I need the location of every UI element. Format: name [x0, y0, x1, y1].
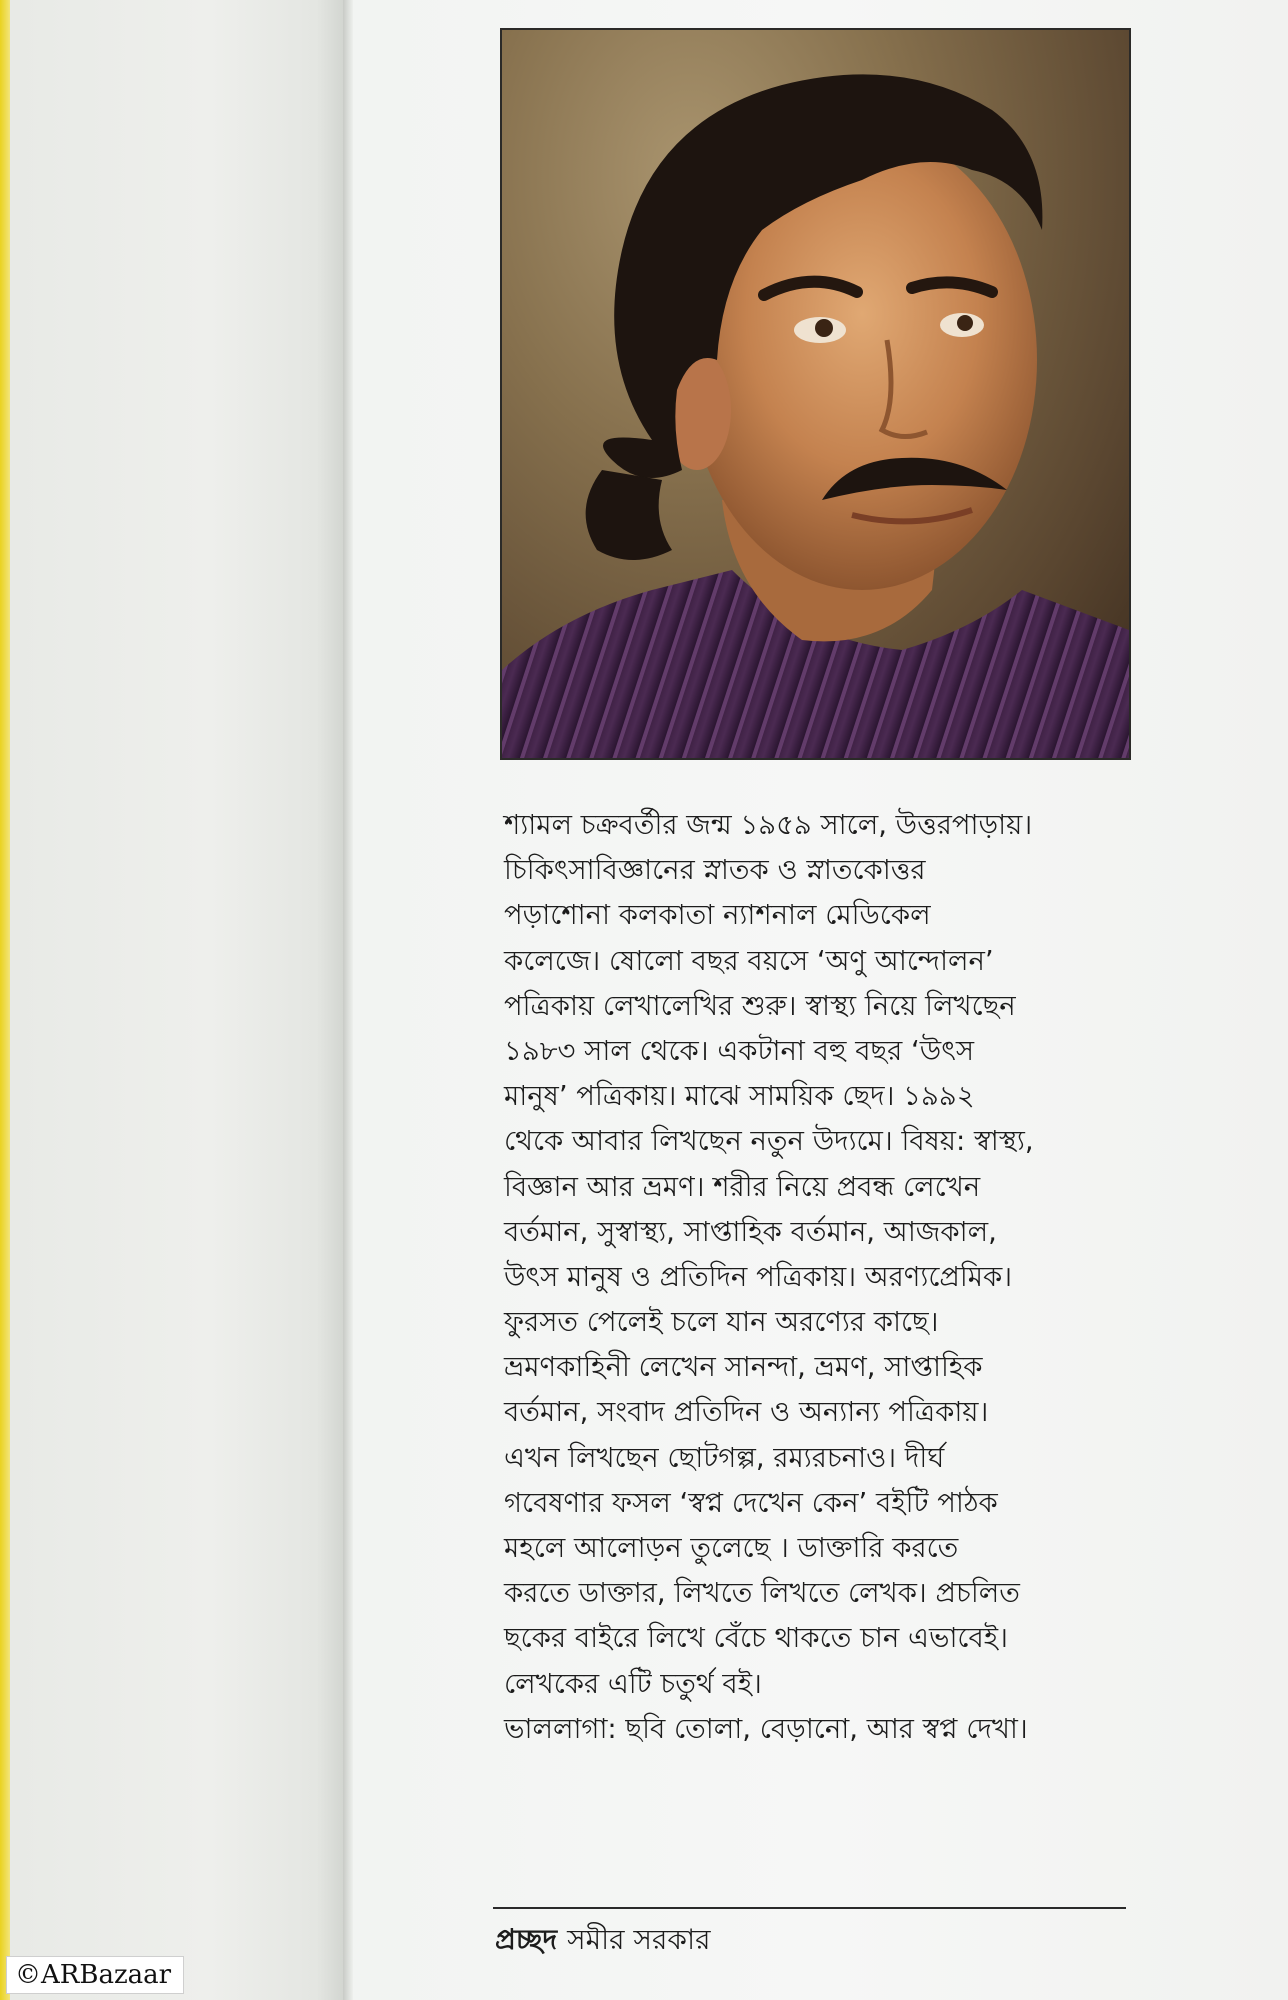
- author-portrait-photo: [500, 28, 1131, 760]
- bio-line: বর্তমান, সুস্বাস্থ্য, সাপ্তাহিক বর্তমান, আজকাল,: [504, 1215, 997, 1248]
- bio-line: মহলে আলোড়ন তুলেছে । ডাক্তারি করতে: [504, 1532, 959, 1564]
- portrait-illustration: [502, 30, 1129, 758]
- bio-line: বিজ্ঞান আর ভ্রমণ। শরীর নিয়ে প্রবন্ধ লেখেন: [504, 1170, 981, 1203]
- bio-line: পত্রিকায় লেখালেখির শুরু। স্বাস্থ্য নিয়ে লিখছেন: [504, 989, 1016, 1022]
- blank-inner-flap: [10, 0, 343, 2000]
- bio-line: বর্তমান, সংবাদ প্রতিদিন ও অন্যান্য পত্রিকায়।: [504, 1396, 989, 1429]
- bio-line: করতে ডাক্তার, লিখতে লিখতে লেখক। প্রচলিত: [504, 1577, 1020, 1610]
- cover-credit: [495, 1918, 711, 1965]
- fold-shadow: [343, 0, 353, 2000]
- bio-line: লেখকের এটি চতুর্থ বই।: [504, 1667, 762, 1700]
- bio-line: উৎস মানুষ ও প্রতিদিন পত্রিকায়। অরণ্যপ্রেমিক।: [504, 1260, 1013, 1293]
- bio-line: ১৯৮৩ সাল থেকে। একটানা বহু বছর ‘উৎস: [504, 1034, 975, 1067]
- bio-line: মানুষ’ পত্রিকায়। মাঝে সাময়িক ছেদ। ১৯৯২: [504, 1080, 975, 1113]
- bio-line: কলেজে। ষোলো বছর বয়সে ‘অণু আন্দোলন’: [504, 944, 994, 977]
- bio-line: ছকের বাইরে লিখে বেঁচে থাকতে চান এভাবেই।: [504, 1622, 1008, 1655]
- author-biography: [504, 803, 1154, 1752]
- bio-line: ভ্রমণকাহিনী লেখেন সানন্দা, ভ্রমণ, সাপ্তাহিক: [504, 1351, 983, 1384]
- bio-line: ভাললাগা: ছবি তোলা, বেড়ানো, আর স্বপ্ন দেখা।: [504, 1712, 1028, 1745]
- bio-line: গবেষণার ফসল ‘স্বপ্ন দেখেন কেন’ বইটি পাঠক: [504, 1486, 998, 1519]
- cover-artist-name: সমীর সরকার: [567, 1923, 711, 1956]
- cover-credit-label: প্রচ্ছদ: [495, 1923, 558, 1956]
- bio-line: থেকে আবার লিখছেন নতুন উদ্যমে। বিষয়: স্বাস্থ্য,: [504, 1125, 1034, 1158]
- bio-line: পড়াশোনা কলকাতা ন্যাশনাল মেডিকেল: [504, 899, 931, 932]
- bio-line: চিকিৎসাবিজ্ঞানের স্নাতক ও স্নাতকোত্তর: [504, 854, 926, 887]
- watermark-badge: ©ARBazaar: [6, 1956, 184, 1994]
- credit-divider: [493, 1907, 1126, 1909]
- bio-line: এখন লিখছেন ছোটগল্প, রম্যরচনাও। দীর্ঘ: [504, 1441, 945, 1474]
- bio-line: ফুরসত পেলেই চলে যান অরণ্যের কাছে।: [504, 1306, 939, 1339]
- yellow-cover-edge: [0, 0, 10, 2000]
- bio-line: শ্যামল চক্রবর্তীর জন্ম ১৯৫৯ সালে, উত্তরপাড়ায়।: [504, 809, 1033, 841]
